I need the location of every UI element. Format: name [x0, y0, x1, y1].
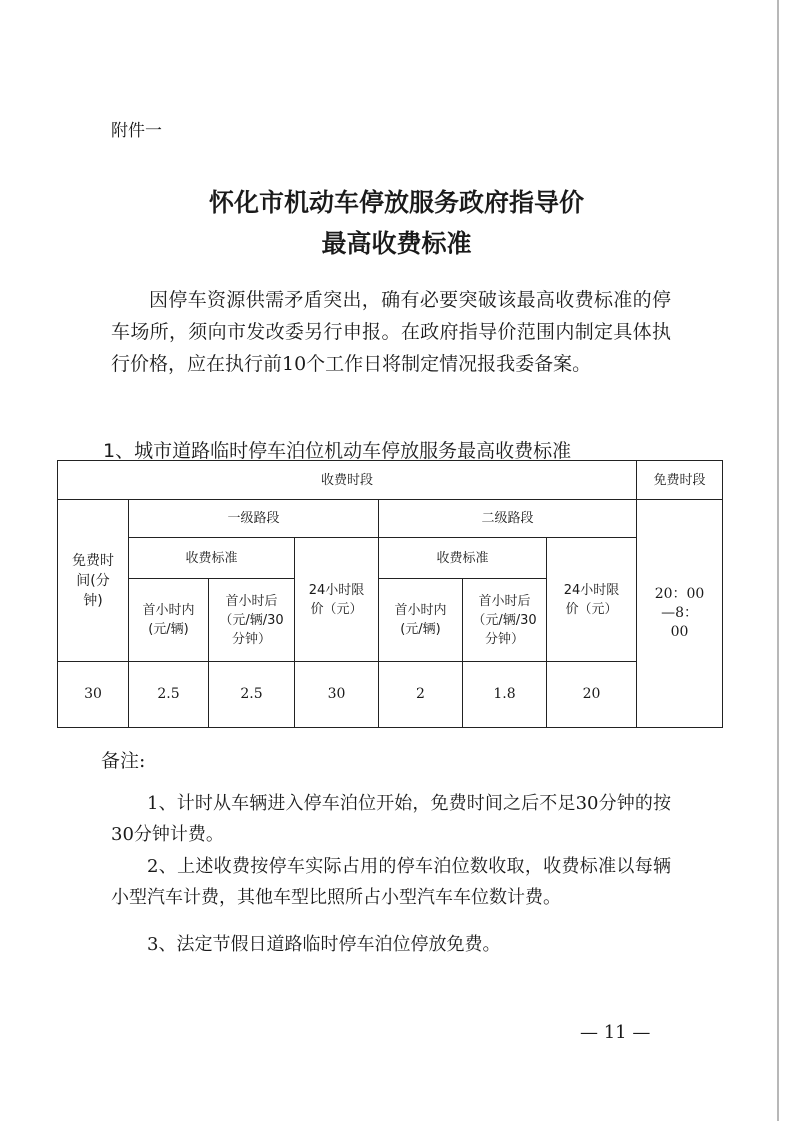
header-l2-first-hour	[379, 579, 463, 662]
page-edge-line	[777, 0, 779, 1121]
free-hours-cell	[637, 500, 723, 728]
note-item: 2、上述收费按停车实际占用的停车泊位数收取，收费标准以每辆小型汽车计费，其他车型比照所占小型汽车车位数计费。	[111, 856, 671, 908]
header-l2-standard: 收费标准	[379, 538, 547, 579]
document-title-line2: 最高收费标准	[321, 229, 472, 258]
cell-l2-first-hour: 2	[379, 662, 463, 728]
document-title-line1: 怀化市机动车停放服务政府指导价	[208, 188, 584, 217]
header-level1: 一级路段	[129, 500, 379, 538]
header-level2: 二级路段	[379, 500, 637, 538]
l1-cap-label: 24小时限价（元）	[308, 582, 365, 617]
note-item: 1、计时从车辆进入停车泊位开始，免费时间之后不足30分钟的按30分钟计费。	[111, 793, 671, 845]
header-fee-period: 收费时段	[58, 461, 637, 500]
header-l1-first-hour	[129, 579, 209, 662]
header-l2-after	[463, 579, 547, 662]
cell-l1-first-hour: 2.5	[129, 662, 209, 728]
header-free-period: 免费时段	[637, 461, 723, 500]
notes-heading: 备注:	[101, 750, 146, 772]
intro-paragraph: 因停车资源供需矛盾突出，确有必要突破该最高收费标准的停车场所，须向市发改委另行申报。在政府指导价范围内制定具体执行价格，应在执行前10个工作日将制定情况报我委备案。	[111, 289, 671, 375]
free-time-label: 免费时间(分钟)	[72, 552, 114, 609]
l1-first-hour-label: 首小时内(元/辆)	[142, 603, 195, 637]
header-l1-standard: 收费标准	[129, 538, 295, 579]
free-hours-value: 20：00—8：00	[654, 586, 705, 640]
header-l1-cap	[295, 538, 379, 662]
section-title: 1、城市道路临时停车泊位机动车停放服务最高收费标准	[103, 440, 572, 462]
cell-free-time: 30	[58, 662, 129, 728]
fee-table	[57, 460, 723, 728]
attachment-label: 附件一	[111, 121, 162, 141]
l2-first-hour-label: 首小时内(元/辆)	[394, 603, 447, 637]
l2-after-label: 首小时后（元/辆/30分钟）	[472, 593, 537, 647]
l1-after-label: 首小时后（元/辆/30分钟）	[219, 593, 284, 647]
header-l1-after	[209, 579, 295, 662]
page-number: — 11 —	[580, 1022, 651, 1043]
l2-cap-label: 24小时限价（元）	[563, 582, 620, 617]
cell-l2-after: 1.8	[463, 662, 547, 728]
header-l2-cap	[547, 538, 637, 662]
header-free-time	[58, 500, 129, 662]
cell-l1-after: 2.5	[209, 662, 295, 728]
note-item: 3、法定节假日道路临时停车泊位停放免费。	[147, 934, 501, 955]
cell-l2-cap: 20	[547, 662, 637, 728]
cell-l1-cap: 30	[295, 662, 379, 728]
